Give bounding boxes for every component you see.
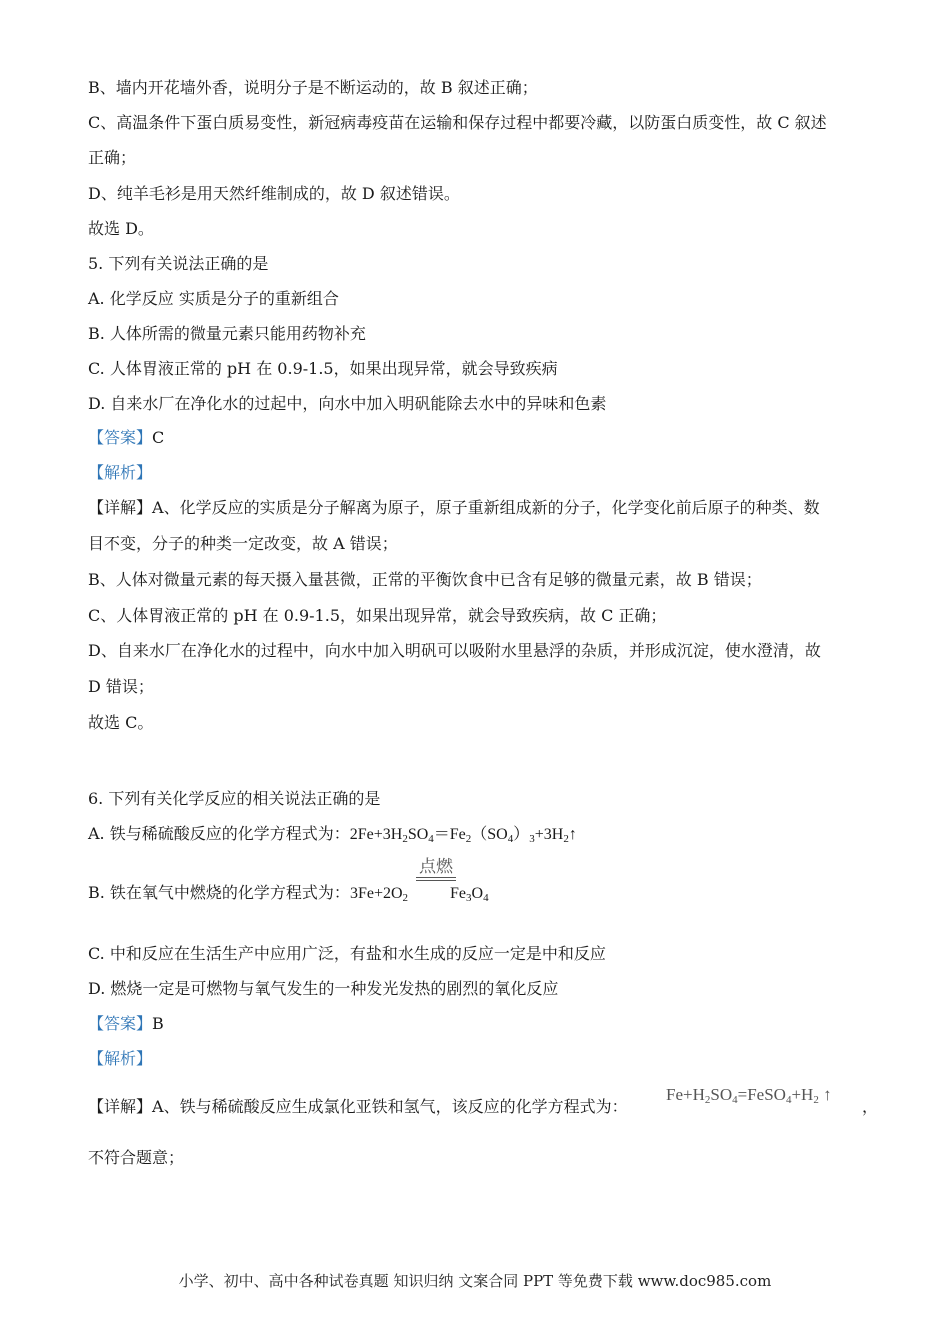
equal-sign-lines (416, 877, 456, 881)
option-6b (88, 883, 489, 908)
text-line: 不符合题意； (88, 1148, 185, 1167)
text-line: C、高温条件下蛋白质易变性，新冠病毒疫苗在运输和保存过程中都要冷藏，以防蛋白质变性，故 C 叙述 (88, 113, 827, 132)
detail-text: A、铁与稀硫酸反应生成氯化亚铁和氢气，该反应的化学方程式为： (152, 1097, 628, 1116)
condition-label: 点燃 (419, 857, 453, 877)
page-footer: 小学、初中、高中各种试卷真题 知识归纳 文案合同 PPT 等免费下载 www.doc985.com (178, 1272, 772, 1290)
reaction-condition (416, 857, 456, 881)
analysis-tag: 【解析】 (88, 463, 153, 482)
question-6: 6. 下列有关化学反应的相关说法正确的是 (88, 789, 381, 808)
detail-tag: 【详解】 (88, 498, 153, 517)
analysis-tag: 【解析】 (88, 1049, 153, 1068)
question-5: 5. 下列有关说法正确的是 (88, 254, 269, 273)
option-6c: C. 中和反应在生活生产中应用广泛，有盐和水生成的反应一定是中和反应 (88, 944, 606, 963)
detail-line (88, 498, 820, 518)
answer-5 (88, 428, 164, 448)
detail-tag: 【详解】 (88, 1097, 153, 1116)
text-line: 目不变，分子的种类一定改变，故 A 错误； (88, 534, 398, 553)
trailing-comma: ， (862, 1097, 879, 1116)
text-line: D、自来水厂在净化水的过程中，向水中加入明矾可以吸附水里悬浮的杂质，并形成沉淀，使水澄清，故 (88, 641, 821, 660)
option-6b-text: B. 铁在氧气中燃烧的化学方程式为： (88, 883, 350, 902)
answer-value: C (152, 428, 165, 447)
option-6a (88, 824, 577, 849)
detail-text: A、化学反应的实质是分子解离为原子，原子重新组成新的分子，化学变化前后原子的种类、数 (152, 498, 820, 517)
text-line: D 错误； (88, 677, 154, 696)
answer-6 (88, 1014, 164, 1034)
equation-6b: $3Fe+2O_2$ $Fe_3O_4$ (349, 885, 489, 904)
equation-image: $Fe+H_2SO_4=FeSO_4+H_2$ ↑ (666, 1085, 832, 1106)
option-5a: A. 化学反应 实质是分子的重新组合 (88, 289, 339, 308)
option-6a-text: A. 铁与稀硫酸反应的化学方程式为： (88, 824, 350, 843)
text-line: 故选 D。 (88, 219, 154, 238)
text-line: D、纯羊毛衫是用天然纤维制成的，故 D 叙述错误。 (88, 184, 460, 203)
answer-tag: 【答案】 (88, 428, 153, 447)
option-5b: B. 人体所需的微量元素只能用药物补充 (88, 324, 366, 343)
text-line: B、墙内开花墙外香，说明分子是不断运动的，故 B 叙述正确； (88, 78, 538, 97)
detail-line (88, 1097, 628, 1117)
text-line: C、人体胃液正常的 pH 在 0.9-1.5，如果出现异常，就会导致疾病，故 C 正确； (88, 606, 667, 625)
answer-value: B (152, 1014, 164, 1033)
text-line: 正确； (88, 148, 137, 167)
option-6d: D. 燃烧一定是可燃物与氧气发生的一种发光发热的剧烈的氧化反应 (88, 979, 559, 998)
equation-6a: $2Fe+3H_2SO_4=Fe_2(SO_4)_3+3H_2↑$ (349, 826, 577, 845)
text-line: 故选 C。 (88, 713, 154, 732)
option-5c: C. 人体胃液正常的 pH 在 0.9-1.5，如果出现异常，就会导致疾病 (88, 359, 558, 378)
option-5d: D. 自来水厂在净化水的过起中，向水中加入明矾能除去水中的异味和色素 (88, 394, 607, 413)
answer-tag: 【答案】 (88, 1014, 153, 1033)
text-line: B、人体对微量元素的每天摄入量甚微，正常的平衡饮食中已含有足够的微量元素，故 B 错误； (88, 570, 762, 589)
